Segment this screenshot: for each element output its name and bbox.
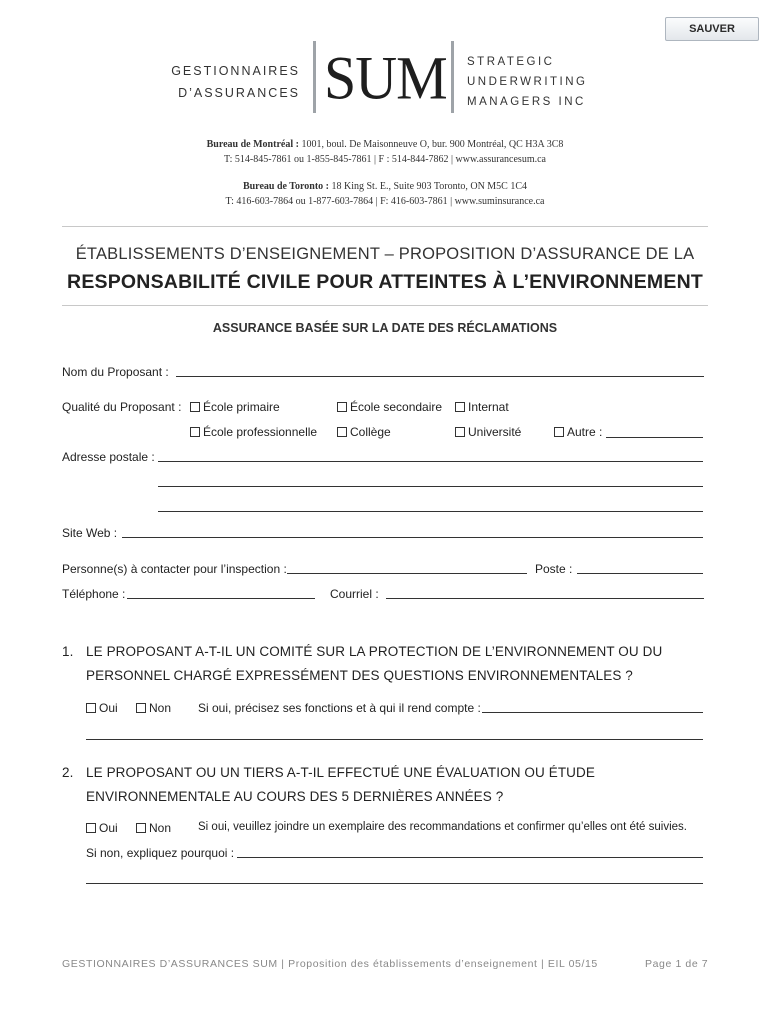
toronto-office-contact: T: 416-603-7864 ou 1-877-603-7864 | F: 416-603-7861 | www.suminsurance.ca bbox=[225, 196, 545, 207]
checkbox-internat[interactable] bbox=[455, 400, 509, 414]
checkbox-icon bbox=[554, 427, 564, 437]
toronto-office-address bbox=[0, 181, 770, 192]
logo-wordmark: SUM bbox=[324, 43, 447, 113]
mailing-address-label: Adresse postale : bbox=[62, 450, 155, 464]
checkbox-label: Université bbox=[468, 425, 522, 439]
checkbox-icon bbox=[190, 402, 200, 412]
montreal-address: 1001, boul. De Maisonneuve O, bur. 900 Montréal, QC H3A 3C8 bbox=[301, 139, 564, 150]
question-2-followup2-label: Si non, expliquez pourquoi : bbox=[86, 846, 235, 860]
question-1-followup-label: Si oui, précisez ses fonctions et à qui il rend compte : bbox=[198, 701, 481, 715]
checkbox-label: Oui bbox=[99, 821, 118, 835]
checkbox-label: Oui bbox=[99, 701, 118, 715]
website-label: Site Web : bbox=[62, 526, 118, 540]
question-1-oui-checkbox[interactable] bbox=[86, 701, 118, 715]
checkbox-icon bbox=[136, 823, 146, 833]
mailing-address-field-3[interactable] bbox=[158, 511, 703, 512]
checkbox-icon bbox=[455, 427, 465, 437]
page-title-line1: ÉTABLISSEMENTS D’ENSEIGNEMENT – PROPOSITION D’ASSURANCE DE LA bbox=[75, 245, 695, 263]
checkbox-label: École professionnelle bbox=[203, 425, 318, 439]
checkbox-label: Autre : bbox=[567, 425, 603, 439]
logo-right-line1: STRATEGIC bbox=[467, 56, 555, 68]
question-2-number: 2. bbox=[62, 765, 74, 780]
applicant-name-label: Nom du Proposant : bbox=[62, 365, 169, 379]
checkbox-ecole-secondaire[interactable] bbox=[337, 400, 442, 414]
header-divider bbox=[62, 226, 708, 227]
extension-field[interactable] bbox=[577, 573, 703, 574]
page-subtitle: ASSURANCE BASÉE SUR LA DATE DES RÉCLAMATIONS bbox=[212, 321, 558, 335]
question-2-oui-checkbox[interactable] bbox=[86, 821, 118, 835]
logo-divider-right bbox=[451, 41, 454, 113]
checkbox-label: Internat bbox=[468, 400, 509, 414]
question-1-number: 1. bbox=[62, 644, 74, 659]
phone-label: Téléphone : bbox=[62, 587, 126, 601]
question-2-non-checkbox[interactable] bbox=[136, 821, 171, 835]
email-label: Courriel : bbox=[330, 587, 379, 601]
checkbox-icon bbox=[86, 823, 96, 833]
title-divider bbox=[62, 305, 708, 306]
question-1-followup-field[interactable] bbox=[482, 712, 703, 713]
email-field[interactable] bbox=[386, 598, 704, 599]
checkbox-label: Non bbox=[149, 821, 172, 835]
montreal-office-contact: T: 514-845-7861 ou 1-855-845-7861 | F : 514-844-7862 | www.assurancesum.ca bbox=[224, 154, 546, 165]
toronto-address: 18 King St. E., Suite 903 Toronto, ON M5C 1C4 bbox=[331, 181, 528, 192]
checkbox-autre[interactable] bbox=[554, 425, 602, 439]
question-2-followup-label: Si oui, veuillez joindre un exemplaire des recommandations et confirmer qu’elles ont été suivies. bbox=[198, 821, 687, 833]
checkbox-icon bbox=[136, 703, 146, 713]
question-2-line2: ENVIRONNEMENTALE AU COURS DES 5 DERNIÈRES ANNÉES ? bbox=[86, 789, 504, 804]
question-1-non-checkbox[interactable] bbox=[136, 701, 171, 715]
checkbox-icon bbox=[455, 402, 465, 412]
question-2-explain-field[interactable] bbox=[237, 857, 703, 858]
logo-right-line3: MANAGERS INC bbox=[467, 96, 586, 108]
checkbox-universite[interactable] bbox=[455, 425, 521, 439]
mailing-address-field-2[interactable] bbox=[158, 486, 703, 487]
autre-field[interactable] bbox=[606, 437, 703, 438]
checkbox-ecole-professionnelle[interactable] bbox=[190, 425, 317, 439]
question-2-line1: LE PROPOSANT OU UN TIERS A-T-IL EFFECTUÉ UNE ÉVALUATION OU ÉTUDE bbox=[86, 765, 595, 780]
applicant-name-field[interactable] bbox=[176, 376, 704, 377]
checkbox-label: Non bbox=[149, 701, 172, 715]
checkbox-icon bbox=[337, 402, 347, 412]
question-1-line1: LE PROPOSANT A-T-IL UN COMITÉ SUR LA PROTECTION DE L’ENVIRONNEMENT OU DU bbox=[86, 644, 663, 659]
footer-page-number: Page 1 de 7 bbox=[645, 958, 709, 970]
checkbox-label: Collège bbox=[350, 425, 391, 439]
checkbox-label: École primaire bbox=[203, 400, 280, 414]
save-button[interactable]: SAUVER bbox=[665, 17, 759, 41]
montreal-office-address bbox=[0, 139, 770, 150]
page-title-line2: RESPONSABILITÉ CIVILE POUR ATTEINTES À L’ENVIRONNEMENT bbox=[67, 271, 703, 293]
inspection-contact-field[interactable] bbox=[287, 573, 527, 574]
phone-field[interactable] bbox=[127, 598, 315, 599]
logo-divider-left bbox=[313, 41, 316, 113]
logo-left-line2: D’ASSURANCES bbox=[178, 86, 300, 100]
checkbox-college[interactable] bbox=[337, 425, 391, 439]
company-logo bbox=[160, 38, 600, 116]
question-2-explain-field-2[interactable] bbox=[86, 883, 703, 884]
logo-left-line1: GESTIONNAIRES bbox=[171, 64, 300, 78]
inspection-contact-label: Personne(s) à contacter pour l’inspection : bbox=[62, 562, 287, 576]
mailing-address-field-1[interactable] bbox=[158, 461, 703, 462]
website-field[interactable] bbox=[122, 537, 703, 538]
checkbox-icon bbox=[190, 427, 200, 437]
question-1-line2: PERSONNEL CHARGÉ EXPRESSÉMENT DES QUESTIONS ENVIRONNEMENTALES ? bbox=[86, 668, 633, 683]
checkbox-icon bbox=[337, 427, 347, 437]
checkbox-label: École secondaire bbox=[350, 400, 443, 414]
footer-text: GESTIONNAIRES D’ASSURANCES SUM | Proposition des établissements d’enseignement | EIL 05/15 bbox=[62, 958, 598, 970]
applicant-type-label: Qualité du Proposant : bbox=[62, 400, 182, 414]
toronto-office-label: Bureau de Toronto : bbox=[242, 181, 329, 192]
question-1-followup-field-2[interactable] bbox=[86, 739, 703, 740]
montreal-office-label: Bureau de Montréal : bbox=[206, 139, 299, 150]
extension-label: Poste : bbox=[535, 562, 573, 576]
logo-right-line2: UNDERWRITING bbox=[467, 76, 588, 88]
checkbox-icon bbox=[86, 703, 96, 713]
checkbox-ecole-primaire[interactable] bbox=[190, 400, 280, 414]
